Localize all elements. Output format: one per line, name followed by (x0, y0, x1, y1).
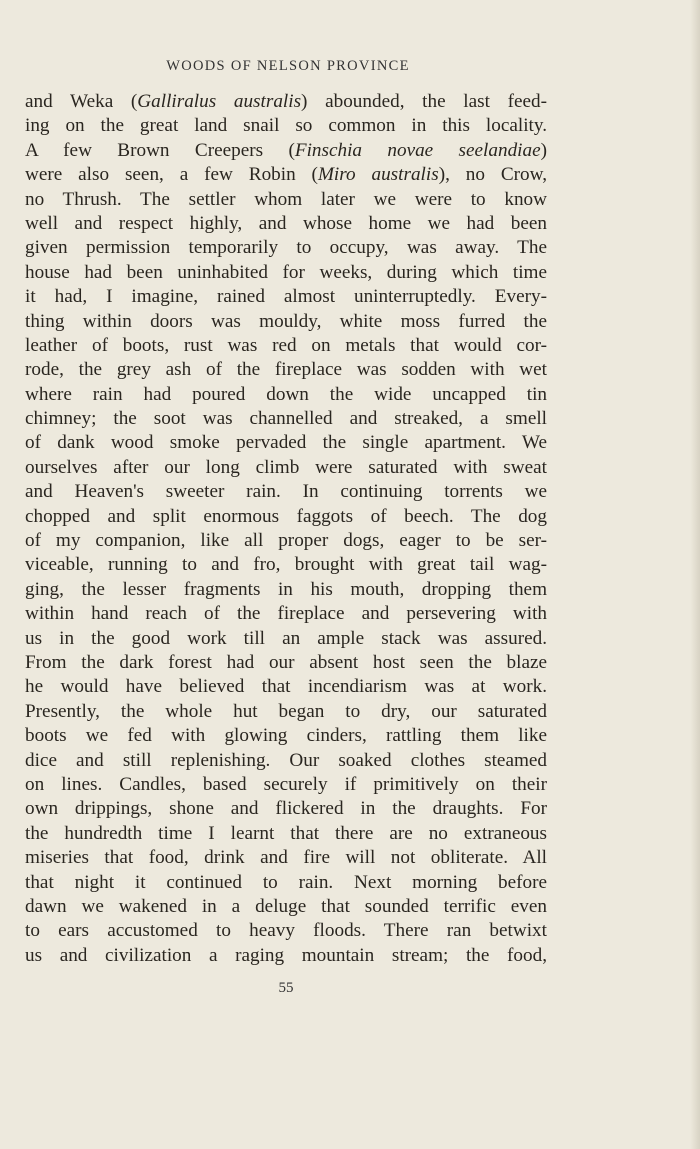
text-line: own drippings, shone and flickered in the draughts. For (25, 798, 547, 820)
text-line: house had been uninhabited for weeks, during which time (25, 261, 547, 283)
text-line: ourselves after our long climb were saturated with sweat (25, 456, 547, 478)
text-line: ging, the lesser fragments in his mouth, dropping them (25, 578, 547, 600)
text-line: he would have believed that incendiarism was at work. (25, 676, 547, 698)
body-text (25, 90, 547, 968)
text-line: no Thrush. The settler whom later we were to know (25, 188, 547, 210)
text-line: the hundredth time I learnt that there are no extraneous (25, 822, 547, 844)
text-line: were also seen, a few Robin (Miro australis), no Crow, (25, 164, 548, 186)
text-line: where rain had poured down the wide uncapped tin (25, 383, 547, 405)
text-line: ing on the great land snail so common in this locality. (25, 115, 547, 137)
text-line: us in the good work till an ample stack was assured. (25, 627, 547, 649)
text-line: thing within doors was mouldy, white moss furred the (25, 310, 547, 332)
text-line: well and respect highly, and whose home we had been (25, 212, 547, 234)
text-line: within hand reach of the fireplace and persevering with (25, 603, 547, 625)
text-line: Presently, the whole hut began to dry, our saturated (25, 700, 547, 722)
text-line: miseries that food, drink and fire will not obliterate. All (25, 847, 547, 869)
page-edge-shadow (690, 0, 700, 1149)
text-line: on lines. Candles, based securely if primitively on their (25, 773, 547, 795)
text-line: From the dark forest had our absent host seen the blaze (25, 651, 547, 673)
text-line: given permission temporarily to occupy, was away. The (25, 237, 547, 259)
text-line: it had, I imagine, rained almost uninterruptedly. Every- (25, 286, 547, 308)
text-line: viceable, running to and fro, brought with great tail wag- (25, 554, 547, 576)
text-line: chopped and split enormous faggots of beech. The dog (25, 505, 547, 527)
text-line: chimney; the soot was channelled and streaked, a smell (25, 408, 547, 430)
text-line: rode, the grey ash of the fireplace was sodden with wet (25, 359, 547, 381)
page-number: 55 (278, 980, 294, 996)
text-line: of dank wood smoke pervaded the single apartment. We (25, 432, 547, 454)
text-line: and Weka (Galliralus australis) abounded, the last feed- (25, 91, 547, 112)
text-line: leather of boots, rust was red on metals that would cor- (25, 334, 547, 356)
text-line: dawn we wakened in a deluge that sounded terrific even (25, 895, 547, 917)
text-line: of my companion, like all proper dogs, eager to be ser- (25, 530, 547, 552)
running-head (0, 58, 576, 75)
text-line: that night it continued to rain. Next morning before (25, 871, 547, 893)
text-line: to ears accustomed to heavy floods. There ran betwixt (25, 920, 547, 942)
running-head-title: WOODS OF NELSON PROVINCE (166, 58, 410, 74)
text-line: us and civilization a raging mountain stream; the food, (25, 944, 547, 966)
text-line: boots we fed with glowing cinders, rattling them like (25, 725, 547, 747)
text-line: dice and still replenishing. Our soaked clothes steamed (25, 749, 547, 771)
text-line: A few Brown Creepers (Finschia novae seelandiae) (25, 139, 548, 161)
text-line: and Heaven's sweeter rain. In continuing torrents we (25, 481, 547, 503)
